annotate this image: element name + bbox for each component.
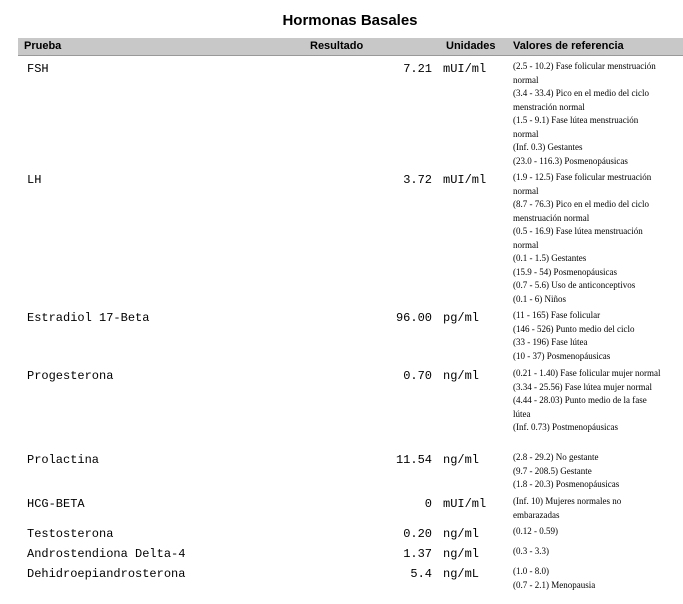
report-title: Hormonas Basales: [282, 12, 418, 29]
test-name: Prolactina: [27, 453, 100, 467]
reference-item: (8.7 - 76.3) Pico en el medio del ciclo menstruación normal: [513, 199, 649, 223]
reference-list: [513, 367, 663, 435]
column-header-reference: Valores de referencia: [513, 40, 624, 52]
result-value: 1.37: [403, 547, 432, 561]
column-header-unit: Unidades: [446, 40, 496, 52]
reference-item: (33 - 196) Fase lútea: [513, 337, 588, 347]
result-value: 0.20: [403, 527, 432, 541]
reference-item: (0.1 - 6) Niños: [513, 293, 566, 304]
result-value: 11.54: [395, 453, 432, 467]
reference-item: (2.8 - 29.2) No gestante: [513, 452, 599, 462]
reference-item: (Inf. 10) Mujeres normales no embarazadas: [513, 496, 622, 520]
result-unit: pg/ml: [443, 311, 480, 325]
reference-list: [513, 171, 663, 306]
test-name: FSH: [27, 62, 49, 76]
result-value: 96.00: [395, 311, 432, 325]
reference-item: (10 - 37) Posmenopáusicas: [513, 350, 611, 361]
reference-list: [513, 309, 663, 363]
reference-item: (1.5 - 9.1) Fase lútea menstruación normal: [513, 115, 639, 139]
result-unit: mUI/ml: [443, 497, 487, 511]
reference-item: (1.9 - 12.5) Fase folicular mestruación normal: [513, 172, 652, 196]
reference-item: (23.0 - 116.3) Posmenopáusicas: [513, 155, 628, 166]
result-unit: mUI/ml: [443, 62, 487, 76]
result-unit: mUI/ml: [443, 173, 487, 187]
reference-list: [513, 495, 663, 522]
reference-item: (1.0 - 8.0): [513, 566, 549, 576]
test-name: LH: [27, 173, 42, 187]
result-unit: ng/mL: [443, 567, 480, 581]
test-name: HCG-BETA: [27, 497, 85, 511]
test-name: Testosterona: [27, 527, 114, 541]
result-value: 0: [424, 497, 432, 511]
reference-item: (2.5 - 10.2) Fase folicular menstruación normal: [513, 61, 656, 85]
reference-item: (3.34 - 25.56) Fase lútea mujer normal: [513, 381, 652, 392]
test-name: Dehidroepiandrosterona: [27, 567, 186, 581]
reference-item: (11 - 165) Fase folicular: [513, 310, 601, 320]
column-header-test: Prueba: [24, 40, 62, 52]
reference-item: (15.9 - 54) Posmenopáusicas: [513, 266, 617, 277]
test-name: Progesterona: [27, 369, 114, 383]
column-header-result: Resultado: [310, 40, 364, 52]
result-unit: ng/ml: [443, 527, 480, 541]
result-value: 3.72: [403, 173, 432, 187]
result-unit: ng/ml: [443, 547, 480, 561]
reference-item: (1.8 - 20.3) Posmenopáusicas: [513, 479, 620, 489]
result-unit: ng/ml: [443, 453, 480, 467]
reference-item: (0.7 - 2.1) Menopausia: [513, 579, 596, 590]
reference-item: (0.5 - 16.9) Fase lútea menstruación normal: [513, 226, 643, 250]
reference-item: (0.3 - 3.3): [513, 546, 549, 556]
reference-item: (Inf. 0.73) Postmenopáusicas: [513, 422, 618, 432]
reference-item: (9.7 - 208.5) Gestante: [513, 465, 592, 476]
result-value: 7.21: [403, 62, 432, 76]
reference-item: (0.12 - 0.59): [513, 526, 558, 536]
reference-list: [513, 565, 663, 592]
reference-list: [513, 451, 663, 492]
reference-item: (0.21 - 1.40) Fase folicular mujer normal: [513, 368, 661, 378]
reference-item: (Inf. 0.3) Gestantes: [513, 142, 583, 152]
reference-list: [513, 60, 663, 168]
reference-list: [513, 525, 663, 539]
reference-item: (0.1 - 1.5) Gestantes: [513, 253, 587, 263]
reference-item: (3.4 - 33.4) Pico en el medio del ciclo menstración normal: [513, 88, 649, 112]
reference-item: (0.7 - 5.6) Uso de anticonceptivos: [513, 280, 636, 290]
reference-item: (146 - 526) Punto medio del ciclo: [513, 323, 635, 334]
result-unit: ng/ml: [443, 369, 480, 383]
test-name: Androstendiona Delta-4: [27, 547, 186, 561]
result-value: 0.70: [403, 369, 432, 383]
test-name: Estradiol 17-Beta: [27, 311, 150, 325]
result-value: 5.4: [410, 567, 432, 581]
reference-item: (4.44 - 28.03) Punto medio de la fase lútea: [513, 395, 647, 419]
reference-list: [513, 545, 663, 559]
table-header: [18, 38, 683, 56]
